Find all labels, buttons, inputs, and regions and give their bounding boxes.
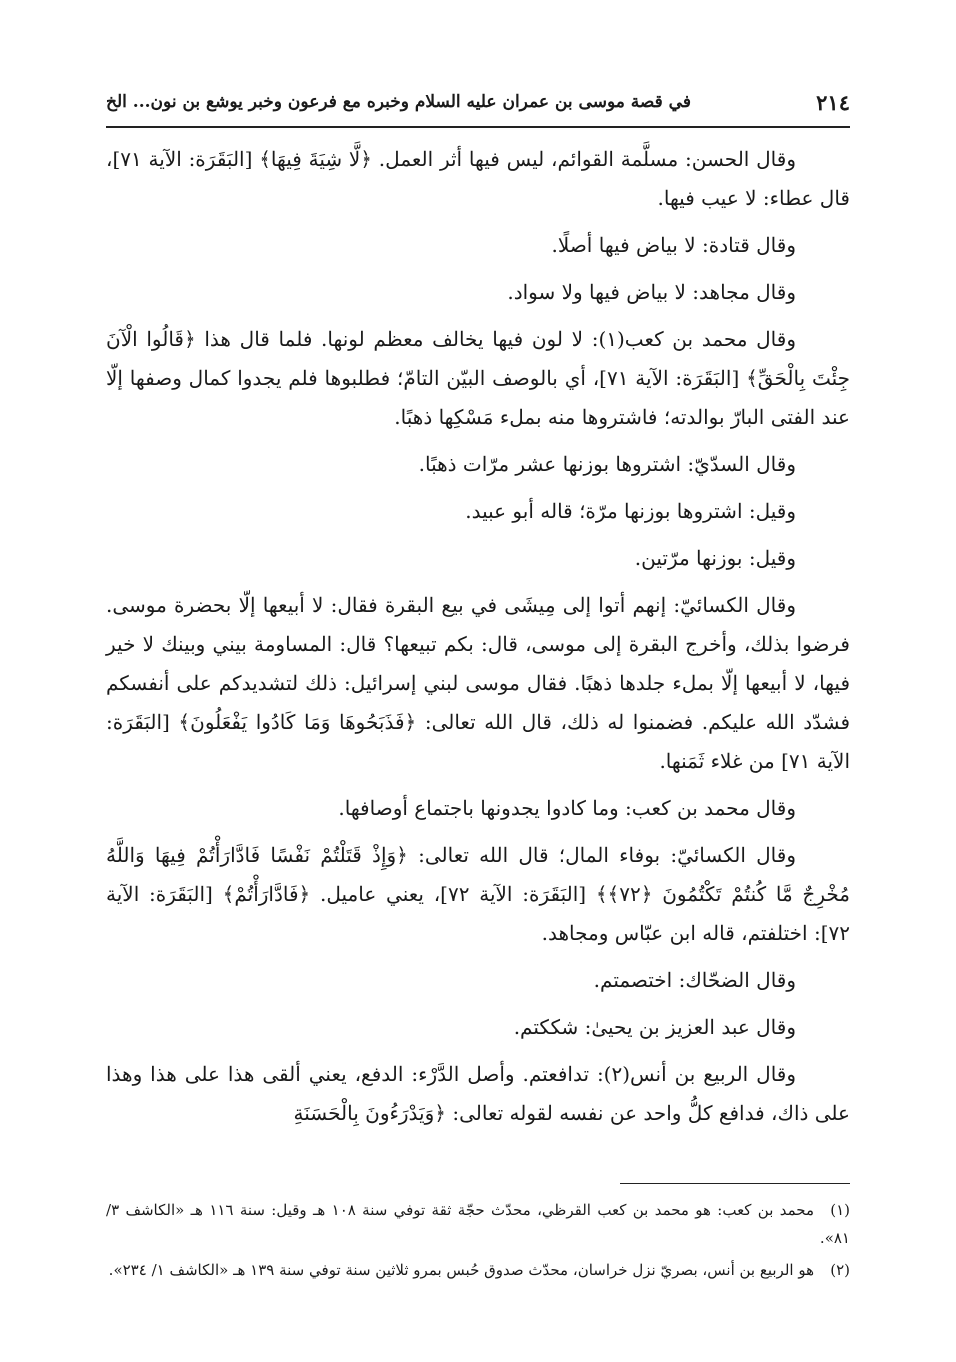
footnote-number: (٢) — [830, 1261, 850, 1279]
paragraph: وقال الربيع بن أنس(٢): تدافعتم. وأصل الدَّرْء: الدفع، يعني ألقى هذا على هذا وهذا على ذاك، فدافع كلُّ واحد عن نفسه لقوله تعالى: ﴿وَيَدْرَءُونَ بِالْحَسَنَةِ — [106, 1062, 850, 1125]
footnote — [106, 1196, 850, 1252]
paragraph: وقال قتادة: لا بياض فيها أصلًا. — [551, 233, 796, 257]
paragraph: وقال الضحّاك: اختصمتم. — [593, 968, 796, 992]
footnote-separator — [620, 1183, 850, 1184]
footnote-text: محمد بن كعب: هو محمد بن كعب القرظي، محدّث حجّة ثقة توفي سنة ١٠٨ هـ وقيل: سنة ١١٦ هـ «الكاشف ٣/ ٨١». — [106, 1201, 850, 1247]
paragraph: وقال عبد العزيز بن يحيىٰ: شككتم. — [513, 1015, 796, 1039]
paragraph: وقال السدّيّ: اشتروها بوزنها عشر مرّات ذهبًا. — [418, 452, 796, 476]
page-header — [106, 86, 850, 128]
paragraph: وقال الكسائيّ: بوفاء المال؛ قال الله تعالى: ﴿وَإِذْ قَتَلْتُمْ نَفْسًا فَادَّارَأْتُمْ فِيهَا وَاللَّهُ مُخْرِجٌ مَّا كُنتُمْ تَكْتُمُونَ ﴿٧٢﴾﴾ [البَقَرَة: الآية ٧٢]، يعني عاميل. ﴿فَادَّارَأْتُمْ﴾ [البَقَرَة: الآية ٧٢]: اختلفتم، قاله ابن عبّاس ومجاهد. — [106, 843, 851, 945]
paragraph: وقال محمد بن كعب(١): لا لون فيها يخالف معظم لونها. فلما قال هذا ﴿قَالُوا الْآنَ جِئْتَ بِالْحَقِّ﴾ [البَقَرَة: الآية ٧١]، أي بالوصف البيّن التامّ؛ فطلبوها فلم يجدوا كمال وصفها إلّا عند الفتى البارّ بوالدته؛ فاشتروها منه بملء مَسْكِها ذهبًا. — [106, 327, 850, 429]
footnote — [106, 1256, 850, 1284]
footnote-number: (١) — [830, 1201, 850, 1219]
paragraph: وقال الحسن: مسلَّمة القوائم، ليس فيها أثر العمل. ﴿لَّا شِيَةَ فِيهَا﴾ [البَقَرَة: الآية ٧١]، قال عطاء: لا عيب فيها. — [106, 147, 850, 210]
paragraph: وقيل: بوزنها مرّتين. — [634, 546, 796, 570]
paragraph: وقال محمد بن كعب: وما كادوا يجدونها باجتماع أوصافها. — [338, 796, 796, 820]
running-title: في قصة موسى بن عمران عليه السلام وخبره مع فرعون وخبر يوشع بن نون... الخ — [106, 92, 691, 112]
footnotes — [106, 1196, 850, 1288]
paragraph: وقال الكسائيّ: إنهم أتوا إلى مِيشَى في بيع البقرة فقال: لا أبيعها إلّا بحضرة موسى. فرضوا بذلك، وأخرج البقرة إلى موسى، قال: بكم تبيعها؟ قال: المساومة بيني وبينك لا خير فيها، لا أبيعها إلّا بملء جلدها ذهبًا. فقال موسى لبني إسرائيل: ذلك لتشديدكم على أنفسكم فشدّد الله عليكم. فضمنوا له ذلك، قال الله تعالى: ﴿فَذَبَحُوهَا وَمَا كَادُوا يَفْعَلُونَ﴾ [البَقَرَة: الآية ٧١] من غلاء ثَمَنها. — [106, 593, 851, 773]
paragraph: وقيل: اشتروها بوزنها مرّة؛ قاله أبو عبيد. — [465, 499, 796, 523]
paragraph: وقال مجاهد: لا بياض فيها ولا سواد. — [507, 280, 796, 304]
footnote-text: هو الربيع بن أنس، بصريّ نزل خراسان، محدّث صدوق حُبس بمرو ثلاثين سنة توفي سنة ١٣٩ هـ «الكاشف ١/ ٢٣٤». — [108, 1261, 814, 1279]
page-number: ٢١٤ — [816, 90, 850, 115]
main-text — [106, 140, 850, 1141]
